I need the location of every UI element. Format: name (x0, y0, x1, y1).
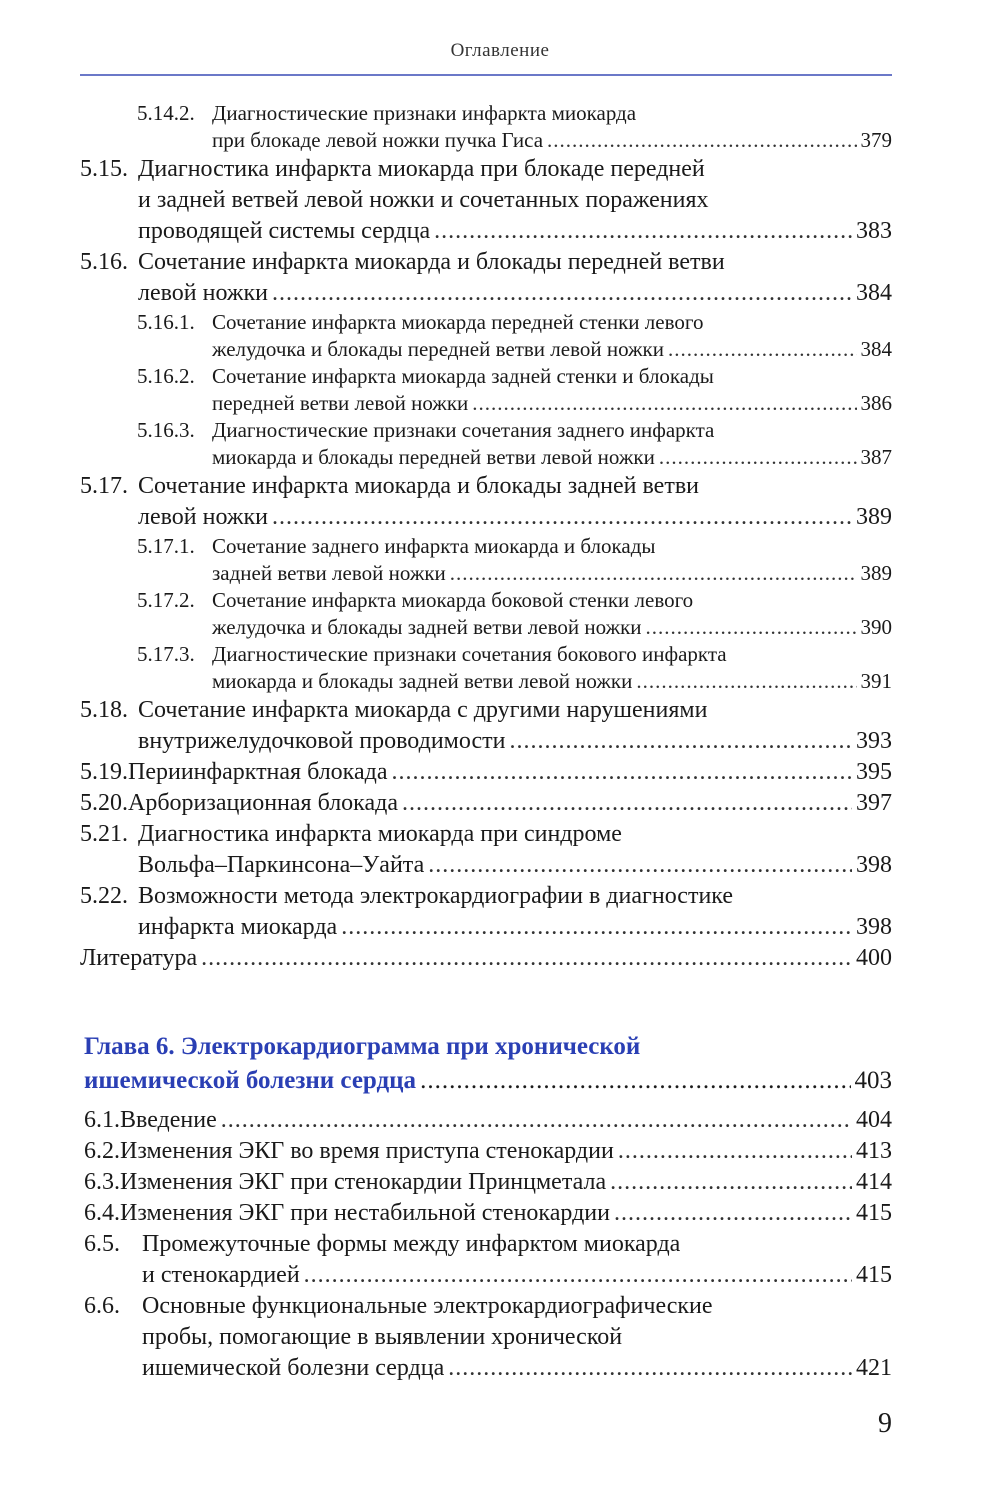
toc-entry-line (80, 100, 892, 127)
toc-entry-line (80, 471, 892, 502)
toc-entry-number: 5.16.1. (137, 310, 195, 334)
toc-entry-line (80, 819, 892, 850)
toc-entry-line (80, 417, 892, 444)
toc-entry-lastline (80, 912, 892, 943)
toc-entry-title: миокарда и блокады задней ветви левой ножки (212, 669, 633, 693)
leader-dots (272, 502, 852, 533)
toc-entry-page: 383 (856, 218, 892, 244)
toc-entry-line (80, 695, 892, 726)
toc-entry[interactable] (80, 363, 892, 417)
toc-entry-title: Периинфарктная блокада (128, 759, 388, 785)
toc-entry-number: 5.21. (80, 821, 128, 847)
leader-dots (201, 943, 852, 974)
toc-entry-number: 5.15. (80, 156, 128, 182)
toc-entry-number: 5.18. (80, 697, 128, 723)
toc-entry[interactable] (80, 100, 892, 154)
toc-entry-number: 5.17.3. (137, 642, 195, 666)
toc-entry-title: Диагностика инфаркта миокарда при синдроме (138, 821, 622, 847)
leader-dots (341, 912, 852, 943)
toc-entry[interactable] (84, 1167, 892, 1198)
toc-entry-line (80, 587, 892, 614)
toc-entry-lastline (80, 757, 892, 788)
leader-dots (509, 726, 852, 757)
toc-entry-number: 5.20. (80, 790, 128, 816)
toc-entry-title: Диагностические признаки сочетания заднего инфаркта (212, 418, 715, 442)
toc-entry-line (80, 154, 892, 185)
toc-entry-title: ишемической болезни сердца (142, 1355, 445, 1381)
toc-entry-page: 414 (856, 1169, 892, 1195)
toc-entry-line (80, 881, 892, 912)
toc-entry-number: 5.17. (80, 473, 128, 499)
leader-dots (472, 390, 856, 417)
toc-entry[interactable] (80, 587, 892, 641)
toc-entry-title: внутрижелудочковой проводимости (138, 728, 506, 754)
toc-entry[interactable] (80, 788, 892, 819)
toc-entry-page: 389 (860, 561, 892, 585)
toc-entry-title: задней ветви левой ножки (212, 561, 446, 585)
toc-entry-title: Сочетание инфаркта миокарда с другими нарушениями (138, 697, 708, 723)
toc-entry[interactable] (80, 309, 892, 363)
toc-entry-lastline (80, 336, 892, 363)
toc-entry-number: 5.17.2. (137, 588, 195, 612)
toc-entry[interactable] (80, 881, 892, 943)
toc-entry-line (80, 533, 892, 560)
toc-entry[interactable] (80, 819, 892, 881)
toc-entry[interactable] (80, 247, 892, 309)
toc-entry-title: миокарда и блокады передней ветви левой ножки (212, 445, 655, 469)
toc-entry-title: Введение (120, 1107, 217, 1133)
leader-dots (636, 668, 856, 695)
toc-entry-page: 390 (860, 615, 892, 639)
toc-entry-lastline (80, 560, 892, 587)
toc-entry-page: 391 (860, 669, 892, 693)
toc-entry[interactable] (84, 1198, 892, 1229)
header-rule (80, 74, 892, 76)
toc-entry-line (84, 1229, 892, 1260)
toc-entry-title: Сочетание инфаркта миокарда и блокады задней ветви (138, 473, 699, 499)
toc-entry-title: Арборизационная блокада (128, 790, 398, 816)
toc-entry-title: Сочетание инфаркта миокарда задней стенки и блокады (212, 364, 714, 388)
leader-dots (610, 1167, 852, 1198)
leader-dots (614, 1198, 852, 1229)
toc-entry-number: 6.1. (84, 1107, 120, 1133)
toc-entry-line (80, 363, 892, 390)
toc-entry[interactable] (80, 533, 892, 587)
toc-entry-title: Диагностические признаки инфаркта миокарда (212, 101, 637, 125)
leader-dots (547, 127, 856, 154)
toc-entry-title: желудочка и блокады задней ветви левой ножки (212, 615, 642, 639)
toc-entry-title: Диагностика инфаркта миокарда при блокаде передней (138, 156, 705, 182)
toc-entry[interactable] (84, 1291, 892, 1384)
toc-entry-title: Вольфа–Паркинсона–Уайта (138, 852, 425, 878)
toc-entry-title: левой ножки (138, 504, 268, 530)
toc-entry-lastline (80, 444, 892, 471)
leader-dots (221, 1105, 852, 1136)
toc-entry-number: 6.3. (84, 1169, 120, 1195)
leader-dots (434, 216, 852, 247)
toc-entry-title: Сочетание заднего инфаркта миокарда и блокады (212, 534, 656, 558)
toc-entry-page: 421 (856, 1355, 892, 1381)
toc-entry-number: 6.2. (84, 1138, 120, 1164)
toc-entry-lastline (84, 1167, 892, 1198)
toc-entry[interactable] (84, 1229, 892, 1291)
toc-entry-line (84, 1322, 892, 1353)
toc-entry-lastline (84, 1136, 892, 1167)
toc-entry-number: 5.16.3. (137, 418, 195, 442)
toc-entry-page: 379 (860, 128, 892, 152)
leader-dots (428, 850, 852, 881)
toc-entry-page: 395 (856, 759, 892, 785)
toc-entry-title: и стенокардией (142, 1262, 300, 1288)
toc-entry-line (84, 1291, 892, 1322)
toc-entry-title: Диагностические признаки сочетания бокового инфаркта (212, 642, 727, 666)
toc-entry[interactable] (84, 1136, 892, 1167)
toc-entry-title: Возможности метода электрокардиографии в диагностике (138, 883, 733, 909)
toc-entry-page: 397 (856, 790, 892, 816)
leader-dots (392, 757, 853, 788)
toc-entry-lastline (80, 216, 892, 247)
toc-entry-lastline (80, 788, 892, 819)
leader-dots (618, 1136, 852, 1167)
toc-entry-number: 5.16. (80, 249, 128, 275)
toc-entry-lastline (80, 278, 892, 309)
toc-entry-title: проводящей системы сердца (138, 218, 431, 244)
chapter-title-line: Глава 6. Электрокардиограмма при хронической (84, 1033, 641, 1060)
toc-entry-lastline (84, 1105, 892, 1136)
toc-entry-line (80, 641, 892, 668)
leader-dots (402, 788, 852, 819)
toc-entry-lastline (84, 1198, 892, 1229)
toc-entry-line (80, 185, 892, 216)
toc-entry-page: 398 (856, 852, 892, 878)
toc-entry-lastline (80, 850, 892, 881)
toc-entry-lastline (80, 502, 892, 533)
toc-section-5 (80, 100, 892, 974)
leader-dots (420, 1064, 850, 1098)
toc-entry-page: 389 (856, 504, 892, 530)
leader-dots (448, 1353, 852, 1384)
toc-entry[interactable] (80, 641, 892, 695)
toc-entry[interactable] (84, 1105, 892, 1136)
toc-entry[interactable] (80, 943, 892, 974)
toc-entry-title: при блокаде левой ножки пучка Гиса (212, 128, 544, 152)
toc-entry-title: левой ножки (138, 280, 268, 306)
toc-entry-page: 398 (856, 914, 892, 940)
toc-entry[interactable] (80, 417, 892, 471)
toc-entry-lastline (80, 726, 892, 757)
chapter-title-last: ишемической болезни сердца (84, 1067, 417, 1094)
toc-entry-lastline (84, 1260, 892, 1291)
chapter-heading[interactable] (84, 1030, 892, 1098)
toc-entry-number: 5.19. (80, 759, 128, 785)
toc-entry-title: Сочетание инфаркта миокарда боковой стенки левого (212, 588, 694, 612)
leader-dots (668, 336, 856, 363)
toc-entry-title: инфаркта миокарда (138, 914, 338, 940)
toc-entry-page: 404 (856, 1107, 892, 1133)
toc-entry[interactable] (80, 757, 892, 788)
toc-chapter-6 (84, 1105, 892, 1384)
toc-entry-title: Основные функциональные электрокардиографические (142, 1293, 713, 1319)
toc-entry[interactable] (80, 154, 892, 247)
toc-entry-number: 5.22. (80, 883, 128, 909)
toc-entry-number: 5.14.2. (137, 101, 195, 125)
toc-entry[interactable] (80, 695, 892, 757)
toc-entry-number: 5.16.2. (137, 364, 195, 388)
toc-entry-title: Промежуточные формы между инфарктом миокарда (142, 1231, 681, 1257)
toc-entry-title: желудочка и блокады передней ветви левой ножки (212, 337, 665, 361)
toc-entry-lastline (84, 1353, 892, 1384)
toc-entry-title: Литература (80, 945, 198, 971)
toc-entry-lastline (80, 668, 892, 695)
toc-entry-number: 6.6. (84, 1293, 120, 1319)
chapter-page: 403 (854, 1067, 892, 1094)
toc-entry-page: 415 (856, 1200, 892, 1226)
toc-entry-number: 5.17.1. (137, 534, 195, 558)
leader-dots (659, 444, 857, 471)
toc-entry-number: 6.5. (84, 1231, 120, 1257)
toc-entry-title: Изменения ЭКГ во время приступа стенокардии (120, 1138, 614, 1164)
toc-entry-lastline (80, 943, 892, 974)
toc-entry-title: Изменения ЭКГ при нестабильной стенокардии (120, 1200, 610, 1226)
leader-dots (272, 278, 852, 309)
toc-entry-lastline (80, 390, 892, 417)
toc-entry-page: 387 (860, 445, 892, 469)
running-header: Оглавление (450, 40, 550, 61)
toc-entry-page: 400 (856, 945, 892, 971)
toc-entry-page: 393 (856, 728, 892, 754)
toc-entry-lastline (80, 614, 892, 641)
leader-dots (450, 560, 857, 587)
toc-entry-page: 384 (856, 280, 892, 306)
toc-entry-title: передней ветви левой ножки (212, 391, 469, 415)
toc-entry-title: пробы, помогающие в выявлении хронической (142, 1324, 623, 1350)
leader-dots (646, 614, 857, 641)
toc-entry-title: Сочетание инфаркта миокарда передней стенки левого (212, 310, 704, 334)
leader-dots (304, 1260, 852, 1291)
toc-entry-page: 415 (856, 1262, 892, 1288)
toc-entry-title: и задней ветвей левой ножки и сочетанных поражениях (138, 187, 709, 213)
toc-entry-line (80, 247, 892, 278)
toc-entry-line (80, 309, 892, 336)
toc-entry-page: 413 (856, 1138, 892, 1164)
toc-entry-title: Изменения ЭКГ при стенокардии Принцметала (120, 1169, 607, 1195)
page-number: 9 (878, 1408, 892, 1439)
toc-entry-title: Сочетание инфаркта миокарда и блокады передней ветви (138, 249, 725, 275)
toc-entry-page: 384 (860, 337, 892, 361)
toc-entry-lastline (80, 127, 892, 154)
toc-entry[interactable] (80, 471, 892, 533)
toc-entry-number: 6.4. (84, 1200, 120, 1226)
toc-entry-page: 386 (860, 391, 892, 415)
